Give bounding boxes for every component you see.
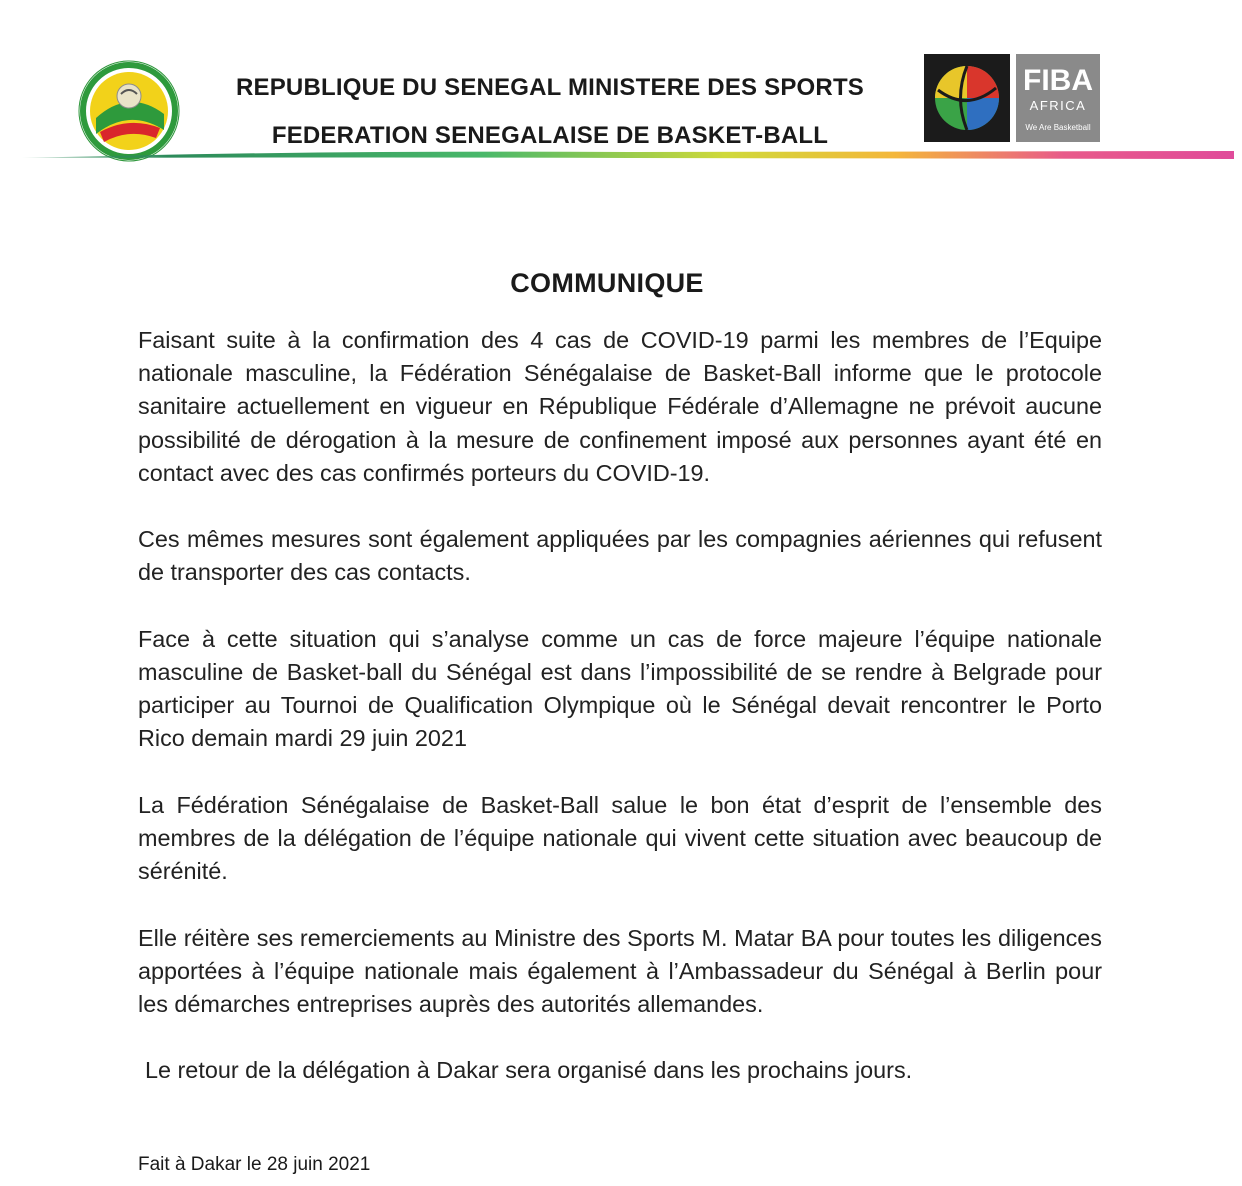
letterhead <box>0 0 1242 170</box>
fiba-tagline-text: We Are Basketball <box>1025 123 1091 132</box>
paragraph-return: Le retour de la délégation à Dakar sera organisé dans les prochains jours. <box>145 1057 913 1084</box>
paragraph-thanks: Elle réitère ses remerciements au Ministre des Sports M. Matar BA pour toutes les diligences apportées à l’équipe nationale mais également à l’Ambassadeur du Sénégal à Berlin pour les démarches entreprises auprès des autorités allemandes. <box>138 924 1102 1017</box>
rainbow-divider <box>22 150 1234 160</box>
communique-body <box>138 324 1102 1121</box>
footer-date: Fait à Dakar le 28 juin 2021 <box>138 1154 371 1175</box>
page-title: COMMUNIQUE <box>510 268 704 298</box>
paragraph-delegation: La Fédération Sénégalaise de Basket-Ball salue le bon état d’esprit de l’ensemble des membres de la délégation de l’équipe nationale qui vivent cette situation avec beaucoup de sérénité. <box>138 791 1102 885</box>
letterhead-titles <box>190 70 910 154</box>
fiba-region-text: AFRICA <box>1029 98 1087 113</box>
paragraph-covid-cases: Faisant suite à la confirmation des 4 cas de COVID-19 parmi les membres de l’Equipe nationale masculine, la Fédération Sénégalaise de Basket-Ball informe que le protocole sanitaire actuellement en vigueur en République Fédérale d’Allemagne ne prévoit aucune possibilité de dérogation à la mesure de confinement imposé aux personnes ayant été en contact avec des cas confirmés porteurs du COVID-19. <box>138 327 1102 486</box>
fiba-africa-logo-icon <box>924 54 1100 142</box>
paragraph-force-majeure: Face à cette situation qui s’analyse comme un cas de force majeure l’équipe nationale masculine de Basket-ball du Sénégal est dans l’impossibilité de se rendre à Belgrade pour participer au Tournoi de Qualification Olympique où le Sénégal devait rencontrer le Porto Rico demain mardi 29 juin 2021 <box>138 625 1102 752</box>
fiba-brand-text: FIBA <box>1023 64 1093 97</box>
federation-emblem-icon <box>76 58 182 164</box>
paragraph-airlines: Ces mêmes mesures sont également appliquées par les compagnies aériennes qui refusent de transporter des cas contacts. <box>138 526 1102 586</box>
ministry-line: REPUBLIQUE DU SENEGAL MINISTERE DES SPORTS <box>235 74 865 101</box>
federation-line: FEDERATION SENEGALAISE DE BASKET-BALL <box>271 122 829 149</box>
